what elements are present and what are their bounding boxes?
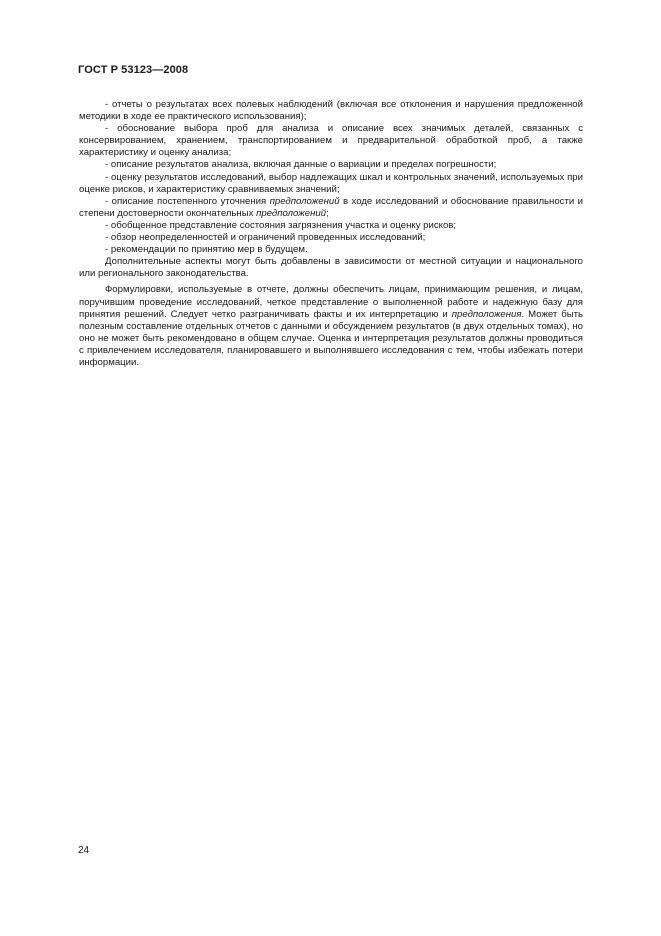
italic-text: предположения: [451, 308, 522, 320]
italic-text: предположений: [256, 207, 327, 219]
text-run: Формулировки, используемые в отчете, должны обеспечить лицам, принимающим решения, и лицам, поручившим проведение исследований, четкое представление о выполненной работе и надежную базу для принятия решений. Следует четко разграничивать факты и их интерпретацию и: [79, 284, 583, 320]
text-run: - рекомендации по принятию мер в будущем.: [105, 244, 308, 256]
document-body: [79, 99, 583, 369]
text-run: - отчеты о результатах всех полевых наблюдений (включая все отклонения и нарушения предложенной методики в ходе ее практического использования);: [79, 99, 583, 123]
italic-text: предположений: [269, 195, 340, 207]
paragraph: [79, 123, 583, 159]
paragraph: [79, 220, 583, 232]
text-run: - описание результатов анализа, включая данные о вариации и пределах погрешности;: [105, 159, 497, 171]
paragraph: [79, 232, 583, 244]
text-run: ;: [326, 207, 329, 219]
text-run: - обоснование выбора проб для анализа и описание всех значимых деталей, связанных с консервированием, хранением, транспортированием и предварительной обработкой проб, а также характеристику и оценку анализа;: [79, 123, 583, 159]
page-number: 24: [78, 845, 90, 856]
text-run: Дополнительные аспекты могут быть добавлены в зависимости от местной ситуации и национального или регионального законодательства.: [79, 256, 583, 280]
paragraph: [79, 99, 583, 123]
paragraph: [79, 244, 583, 256]
text-run: - обобщенное представление состояния загрязнения участка и оценку рисков;: [105, 219, 457, 231]
paragraph: [79, 196, 583, 220]
text-run: - описание постепенного уточнения: [105, 195, 270, 207]
paragraph: [79, 256, 583, 280]
text-run: - обзор неопределенностей и ограничений проведенных исследований;: [105, 232, 426, 244]
text-run: . Может быть полезным составление отдельных отчетов с данными и обсуждением результатов (в двух отдельных томах), но оно не может быть рекомендовано в общем случае. Оценка и интерпретация результатов должны проводиться с привлечением исследователя, планировавшего и выполнявшего исследования с тем, чтобы избежать потери информации.: [79, 308, 584, 368]
text-run: - оценку результатов исследований, выбор надлежащих шкал и контрольных значений, используемых при оценке рисков, и характеристику сравниваемых значений;: [79, 171, 583, 195]
text-run: в ходе исследований и обоснование правильности и степени достоверности окончательных: [79, 195, 583, 219]
document-header: ГОСТ Р 53123—2008: [78, 64, 189, 76]
paragraph: [79, 172, 583, 196]
paragraph: [79, 159, 583, 171]
paragraph: [79, 284, 583, 369]
